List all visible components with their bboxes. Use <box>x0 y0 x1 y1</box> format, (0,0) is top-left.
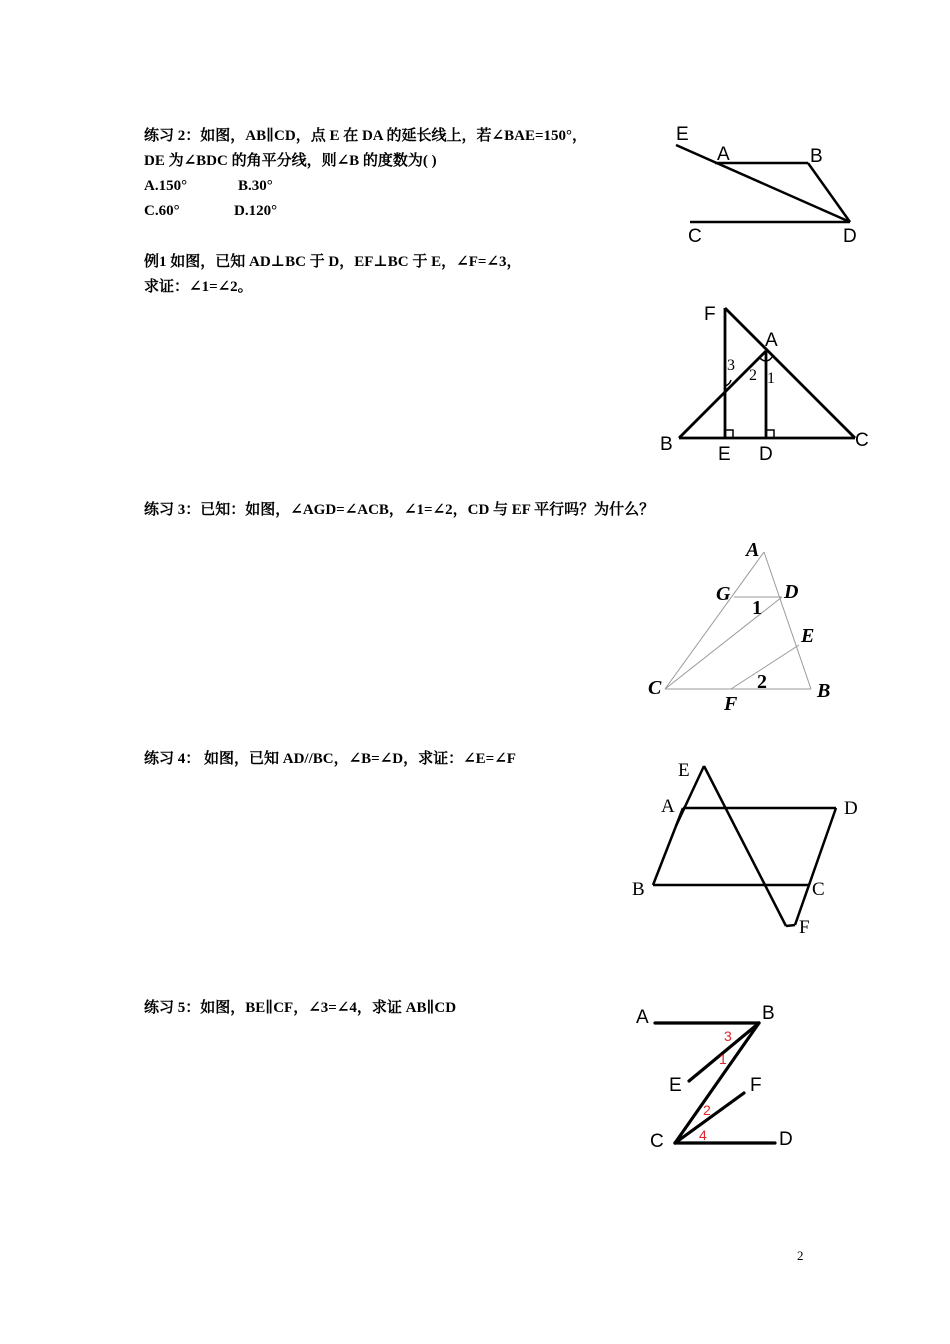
ex3-label-e: E <box>801 625 815 647</box>
ex3-label-b: B <box>817 680 831 702</box>
ex4-label-d: D <box>844 798 858 819</box>
ex4-label-e: E <box>678 760 690 781</box>
ex2-label-e: E <box>676 124 689 145</box>
ex3-label-d: D <box>784 581 799 603</box>
ex2-line2: DE 为∠BDC 的角平分线，则∠B 的度数为( ) <box>144 153 437 169</box>
ex5-label-e: E <box>669 1075 682 1096</box>
ex2-label-b: B <box>810 146 823 167</box>
ex5-angle-3: 3 <box>724 1028 732 1044</box>
ex2-label-d: D <box>843 226 857 247</box>
ex2-option-b: B.30° <box>238 178 273 194</box>
ex5-line1: 练习 5：如图，BE∥CF，∠3=∠4，求证 AB∥CD <box>144 1000 457 1016</box>
example1-line1: 例1 如图，已知 AD⊥BC 于 D，EF⊥BC 于 E，∠F=∠3， <box>144 254 522 270</box>
ex3-figure <box>640 535 850 720</box>
example1-label-b: B <box>660 434 673 455</box>
ex3-label-f: F <box>724 693 738 715</box>
example1-label-a: A <box>765 330 778 351</box>
ex5-label-b: B <box>762 1003 775 1024</box>
ex4-label-f: F <box>799 917 810 938</box>
ex3-label-g: G <box>716 583 731 605</box>
ex3-angle-1: 1 <box>752 597 762 619</box>
ex2-figure <box>660 118 880 253</box>
ex3-label-c: C <box>648 677 662 699</box>
ex5-label-c: C <box>650 1131 664 1152</box>
example1-angle-2: 2 <box>749 367 757 384</box>
ex2-option-a: A.150° <box>144 178 188 194</box>
example1-label-e: E <box>718 444 731 465</box>
ex2-line1: 练习 2：如图，AB∥CD，点 E 在 DA 的延长线上，若∠BAE=150°， <box>144 128 587 144</box>
example1-label-c: C <box>855 430 869 451</box>
example1-figure <box>655 298 880 468</box>
example1-label-f: F <box>704 304 716 325</box>
ex2-label-a: A <box>717 144 730 165</box>
ex3-angle-2: 2 <box>757 671 767 693</box>
ex5-label-f: F <box>750 1075 762 1096</box>
ex4-label-b: B <box>632 879 645 900</box>
ex4-line1: 练习 4： 如图，已知 AD//BC，∠B=∠D，求证：∠E=∠F <box>144 751 516 767</box>
ex5-angle-1: 1 <box>719 1051 727 1067</box>
ex3-line1: 练习 3：已知：如图，∠AGD=∠ACB，∠1=∠2，CD 与 EF 平行吗？为什么？ <box>144 502 655 518</box>
ex5-label-a: A <box>636 1007 649 1028</box>
page-number: 2 <box>797 1248 804 1263</box>
example1-line2: 求证：∠1=∠2。 <box>144 279 253 295</box>
ex4-label-a: A <box>661 796 675 817</box>
ex4-label-c: C <box>812 879 825 900</box>
example1-angle-3: 3 <box>727 357 735 374</box>
example1-label-d: D <box>759 444 773 465</box>
ex4-figure <box>628 752 873 942</box>
ex5-angle-4: 4 <box>699 1127 707 1143</box>
ex5-angle-2: 2 <box>703 1102 711 1118</box>
example1-angle-1: 1 <box>767 370 775 387</box>
ex3-label-a: A <box>746 539 760 561</box>
ex5-figure <box>625 995 815 1160</box>
ex2-option-d: D.120° <box>234 203 278 219</box>
ex2-option-c: C.60° <box>144 203 180 219</box>
ex5-label-d: D <box>779 1129 793 1150</box>
ex2-label-c: C <box>688 226 702 247</box>
